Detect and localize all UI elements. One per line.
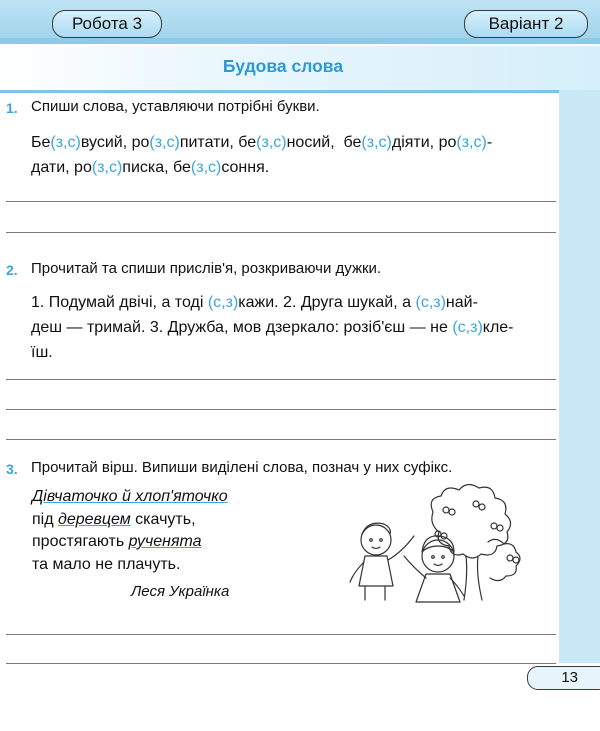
writing-line[interactable] [6, 232, 556, 233]
poem-line-3: простягають рученята [32, 533, 202, 550]
poem-line-4: та мало не плачуть. [32, 555, 181, 573]
task-1-number: 1. [6, 100, 18, 116]
task-2-line-2: деш — тримай. 3. Дружба, мов дзеркало: розіб'єш — не (с,з)кле- [31, 319, 514, 336]
highlighted-word: деревцем [58, 510, 131, 528]
writing-line[interactable] [6, 634, 556, 635]
side-margin-strip [559, 90, 600, 663]
page-number-tab [527, 666, 600, 690]
variant-label: Варіант 2 [464, 10, 588, 38]
task-2-text [31, 290, 561, 365]
task-2-instruction: Прочитай та спиши прислів'я, розкриваючи дужки. [31, 260, 382, 277]
task-3-number: 3. [6, 461, 18, 477]
page-title: Будова слова [222, 56, 344, 76]
poem-author: Леся Українка [131, 583, 230, 600]
task-2-line-3: їш. [31, 344, 53, 361]
writing-line[interactable] [6, 379, 556, 380]
task-2-line-1: 1. Подумай двічі, а тоді (с,з)кажи. 2. Друга шукай, а (с,з)най- [31, 294, 478, 311]
task-2-number: 2. [6, 262, 18, 278]
task-3-instruction: Прочитай вірш. Випиши виділені слова, познач у них суфікс. [31, 459, 453, 476]
task-1-text [31, 130, 561, 180]
task-1-line-1: Бе(з,с)вусий, ро(з,с)питати, бе(з,с)носий, бе(з,с)діяти, ро(з,с)- [31, 134, 493, 151]
highlighted-word: рученята [128, 533, 202, 550]
page-number: 13 [561, 669, 578, 686]
task-1-line-2: дати, ро(з,с)писка, бе(з,с)соння. [31, 159, 270, 176]
writing-line[interactable] [6, 663, 556, 664]
work-label: Робота 3 [52, 10, 162, 38]
poem-line-1: Дівчаточко й хлоп'яточко [32, 488, 228, 505]
poem-line-2: під деревцем скачуть, [32, 510, 196, 528]
writing-line[interactable] [6, 201, 556, 202]
task-1-instruction: Спиши слова, уставляючи потрібні букви. [31, 98, 320, 115]
header-stripe [0, 38, 600, 44]
poem [32, 486, 228, 576]
writing-line[interactable] [6, 439, 556, 440]
children-tree-illustration [338, 482, 548, 604]
writing-line[interactable] [6, 409, 556, 410]
